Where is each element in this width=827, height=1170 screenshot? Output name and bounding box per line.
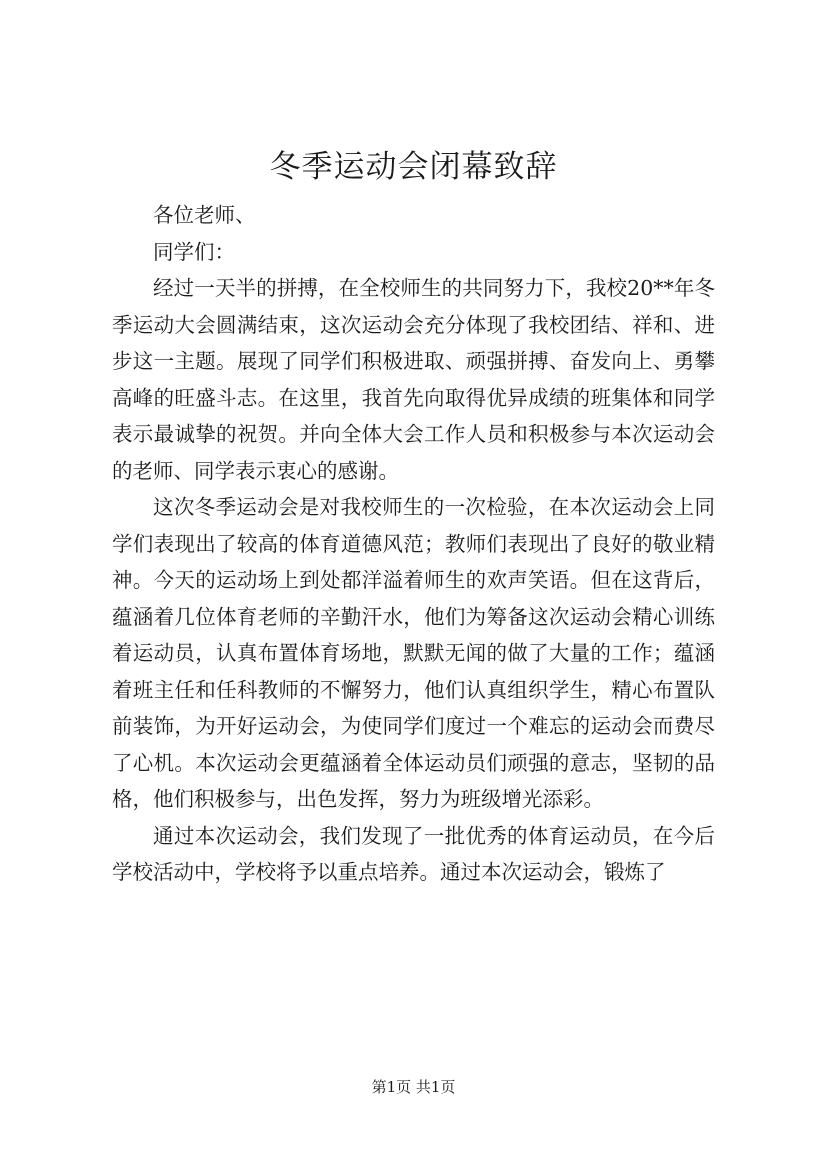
page-number-footer: 第1页 共1页 (371, 1078, 456, 1096)
document-title: 冬季运动会闭幕致辞 (269, 149, 558, 185)
paragraph-outcome: 通过本次运动会，我们发现了一批优秀的体育运动员，在今后学校活动中，学校将予以重点培养。通过本次运动会，锻炼了 (112, 823, 715, 884)
document-body (112, 197, 715, 891)
paragraph-review: 这次冬季运动会是对我校师生的一次检验，在本次运动会上同学们表现出了较高的体育道德风范；教师们表现出了良好的敬业精神。今天的运动场上到处都洋溢着师生的欢声笑语。但在这背后，蕴涵着几位体育老师的辛勤汗水，他们为筹备这次运动会精心训练着运动员，认真布置体育场地，默默无闻的做了大量的工作；蕴涵着班主任和任科教师的不懈努力，他们认真组织学生，精心布置队前装饰，为开好运动会，为使同学们度过一个难忘的运动会而费尽了心机。本次运动会更蕴涵着全体运动员们顽强的意志，坚韧的品格，他们积极参与，出色发挥，努力为班级增光添彩。 (112, 495, 715, 811)
salutation-students: 同学们： (153, 239, 235, 264)
paragraph-opening: 经过一天半的拼搏，在全校师生的共同努力下，我校20**年冬季运动大会圆满结束，这次运动会充分体现了我校团结、祥和、进步这一主题。展现了同学们积极进取、顽强拼搏、奋发向上、勇攀高峰的旺盛斗志。在这里，我首先向取得优异成绩的班集体和同学表示最诚挚的祝贺。并向全体大会工作人员和积极参与本次运动会的老师、同学表示衷心的感谢。 (112, 276, 715, 483)
salutation-teachers: 各位老师、 (153, 203, 256, 227)
